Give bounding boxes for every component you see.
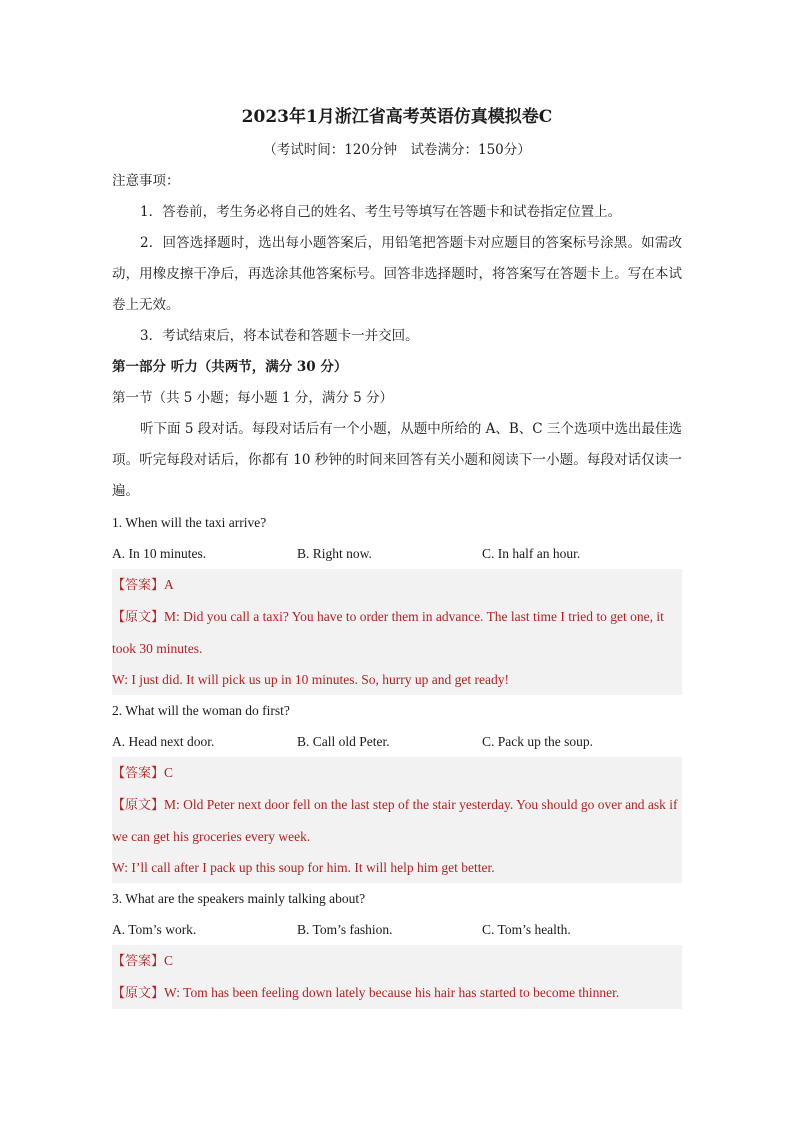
question-stem: 1. When will the taxi arrive?: [112, 515, 267, 530]
notice-item-1: 1．答卷前，考生务必将自己的姓名、考生号等填写在答题卡和试卷指定位置上。: [140, 204, 622, 220]
question-options: [112, 914, 682, 945]
answer-tag: 【答案】: [112, 766, 165, 781]
transcript-text: M: Did you call a taxi? You have to order them in advance. The last time I tried to get one, it took 30 minutes.: [112, 609, 664, 656]
option-c: C. Tom’s health.: [482, 922, 571, 937]
option-a: A. In 10 minutes.: [112, 546, 207, 561]
part1-heading: 第一部分 听力（共两节，满分 30 分）: [112, 359, 348, 375]
answer-line: [112, 757, 682, 789]
transcript-text: M: Old Peter next door fell on the last step of the stair yesterday. You should go over and ask if we can get his groceries every week.: [112, 797, 678, 844]
option-b: B. Right now.: [297, 546, 372, 561]
answer-block: [112, 757, 682, 883]
exam-subtitle: （考试时间：120分钟 试卷满分：150分）: [263, 142, 531, 158]
notice-item-3: 3．考试结束后，将本试卷和答题卡一并交回。: [140, 328, 419, 344]
transcript-tag: 【原文】: [112, 798, 165, 813]
answer-value: C: [164, 953, 174, 968]
option-a: A. Head next door.: [112, 734, 215, 749]
transcript-line: W: I’ll call after I pack up this soup for him. It will help him get better.: [112, 860, 495, 875]
option-b: B. Tom’s fashion.: [297, 922, 393, 937]
answer-tag: 【答案】: [112, 578, 165, 593]
exam-page: [112, 100, 682, 1009]
option-c: C. Pack up the soup.: [482, 734, 593, 749]
answer-line: [112, 945, 682, 977]
option-a: A. Tom’s work.: [112, 922, 197, 937]
answer-block: [112, 945, 682, 1009]
question-options: [112, 538, 682, 569]
question-stem: 2. What will the woman do first?: [112, 703, 290, 718]
answer-line: [112, 569, 682, 601]
transcript-line: [112, 601, 682, 664]
section-heading: 第一节（共 5 小题；每小题 1 分，满分 5 分）: [112, 390, 394, 406]
answer-value: A: [164, 577, 174, 592]
transcript-line: [112, 789, 682, 852]
transcript-tag: 【原文】: [112, 610, 165, 625]
question-stem: 3. What are the speakers mainly talking about?: [112, 891, 366, 906]
answer-tag: 【答案】: [112, 954, 165, 969]
notice-heading: 注意事项：: [112, 173, 180, 189]
option-c: C. In half an hour.: [482, 546, 581, 561]
transcript-line: [112, 977, 682, 1009]
listening-instructions: 听下面 5 段对话。每段对话后有一个小题，从题中所给的 A、B、C 三个选项中选出最佳选项。听完每段对话后，你都有 10 秒钟的时间来回答有关小题和阅读下一小题。每段对话仅读一遍。: [112, 421, 682, 499]
exam-title: 2023年1月浙江省高考英语仿真模拟卷C: [241, 107, 553, 127]
option-b: B. Call old Peter.: [297, 734, 390, 749]
transcript-text: W: Tom has been feeling down lately because his hair has started to become thinner.: [164, 985, 620, 1000]
transcript-tag: 【原文】: [112, 986, 165, 1001]
answer-value: C: [164, 765, 174, 780]
notice-item-2: 2．回答选择题时，选出每小题答案后，用铅笔把答题卡对应题目的答案标号涂黑。如需改动，用橡皮擦干净后，再选涂其他答案标号。回答非选择题时，将答案写在答题卡上。写在本试卷上无效。: [112, 235, 682, 313]
answer-block: [112, 569, 682, 695]
question-options: [112, 726, 682, 757]
transcript-line: W: I just did. It will pick us up in 10 minutes. So, hurry up and get ready!: [112, 672, 509, 687]
